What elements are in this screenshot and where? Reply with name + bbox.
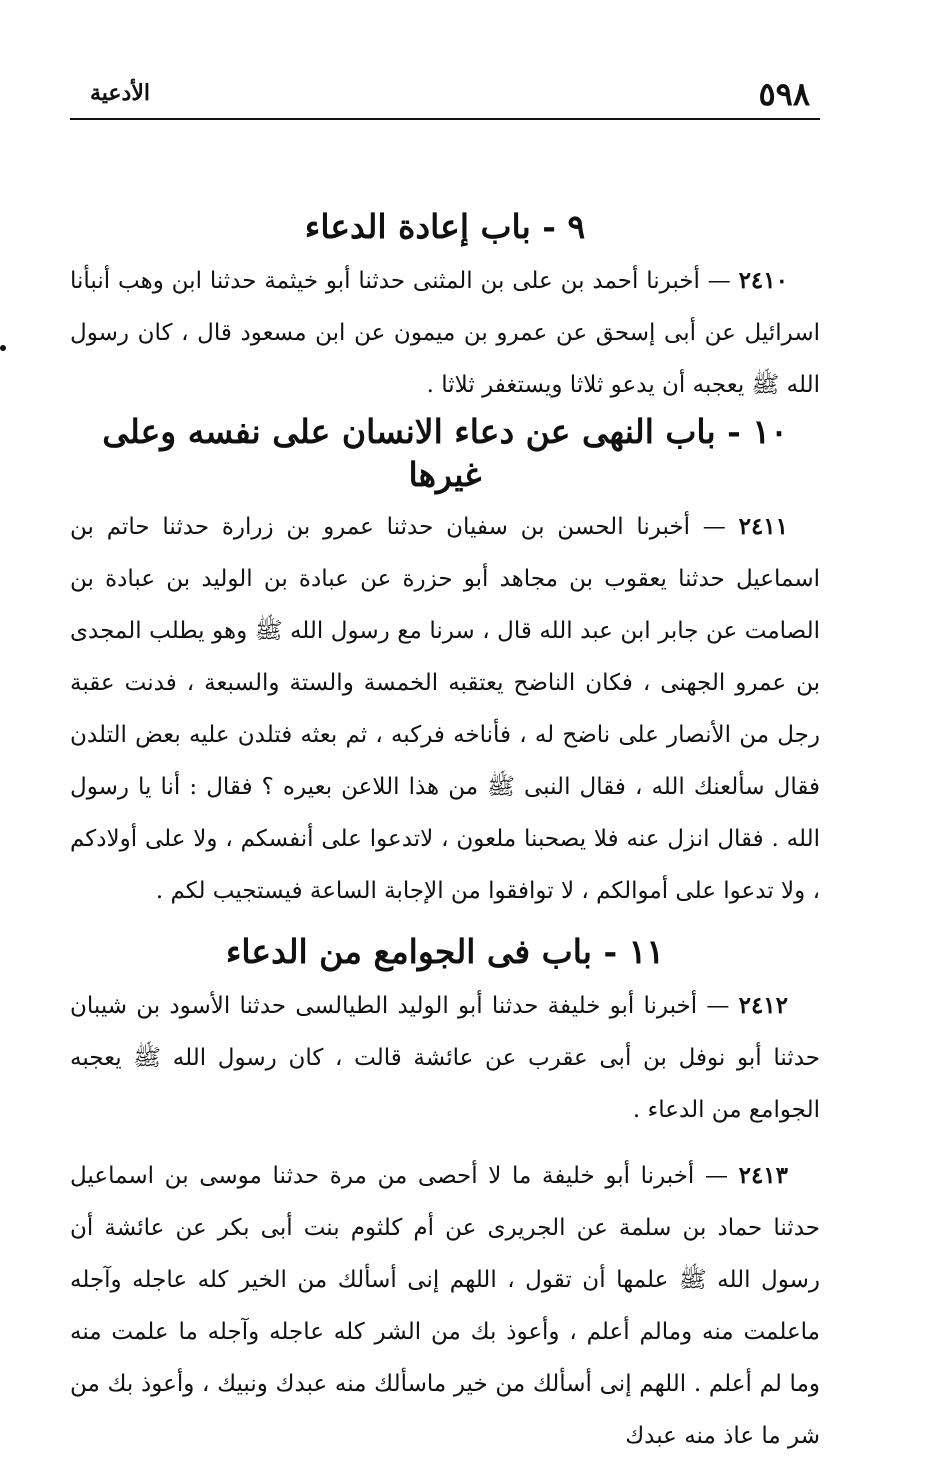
section-title-11: ١١ - باب فى الجوامع من الدعاء (225, 931, 665, 971)
hadith-text: — أخبرنا الحسن بن سفيان حدثنا عمرو بن زرارة حدثنا حاتم بن اسماعيل حدثنا يعقوب بن مجاهد أبو حزرة عن عبادة بن الوليد بن عبادة بن الصامت عن جابر ابن عبد الله قال ، سرنا مع رسول الله ﷺ وهو يطلب المجدى بن عمرو الجهنى ، فكان الناضح يعتقبه الخمسة والستة والسبعة ، فدنت عقبة رجل من الأنصار على ناضح له ، فأناخه فركبه ، ثم بعثه فتلدن عليه بعض التلدن فقال سألعنك الله ، فقال النبى ﷺ من هذا اللاعن بعيره ؟ فقال : أنا يا رسول الله . فقال انزل عنه فلا يصحبنا ملعون ، لاتدعوا على أنفسكم ، ولا على أولادكم ، ولا تدعوا على أموالكم ، لا توافقوا من الإجابة الساعة فيستجيب لكم . (70, 513, 820, 904)
hadith-number: ٢٤١١ (738, 512, 789, 540)
hadith-2411 (70, 501, 820, 917)
hadith-2412 (70, 980, 820, 1136)
hadith-text: — أخبرنا أبو خليفة حدثنا أبو الوليد الطيالسى حدثنا الأسود بن شيبان حدثنا أبو نوفل بن أبى عقرب عن عائشة قالت ، كان رسول الله ﷺ يعجبه الجوامع من الدعاء . (70, 992, 820, 1123)
section-title-10: ١٠ - باب النهى عن دعاء الانسان على نفسه وعلى غيرها (102, 411, 788, 494)
hadith-2410 (70, 255, 820, 411)
hadith-2413 (70, 1150, 820, 1462)
margin-dot-mark (0, 345, 6, 351)
page-number: ٥٩٨ (758, 75, 810, 113)
hadith-text: — أخبرنا أبو خليفة ما لا أحصى من مرة حدثنا موسى بن اسماعيل حدثنا حماد بن سلمة عن الجريرى عن أم كلثوم بنت أبى بكر عن عائشة أن رسول الله ﷺ علمها أن تقول ، اللهم إنى أسألك من الخير كله عاجله وآجله ماعلمت منه ومالم أعلم ، وأعوذ بك من الشر كله عاجله وآجله ما علمت منه وما لم أعلم . اللهم إنى أسألك من خير ماسألك منه عبدك ونبيك ، وأعوذ بك من شر ما عاذ منه عبدك (70, 1162, 820, 1449)
running-title: الأدعية (90, 80, 151, 106)
book-page (70, 70, 820, 1449)
running-header (70, 70, 820, 120)
section-title-9: ٩ - باب إعادة الدعاء (304, 207, 586, 246)
hadith-text: — أخبرنا أحمد بن على بن المثنى حدثنا أبو خيثمة حدثنا ابن وهب أنبأنا اسرائيل عن أبى إسحق عن عمرو بن ميمون عن ابن مسعود قال ، كان رسول الله ﷺ يعجبه أن يدعو ثلاثا ويستغفر ثلاثا . (70, 267, 820, 398)
hadith-number: ٢٤١٣ (738, 1161, 789, 1189)
hadith-number: ٢٤١٢ (738, 991, 789, 1019)
hadith-number: ٢٤١٠ (738, 266, 788, 294)
